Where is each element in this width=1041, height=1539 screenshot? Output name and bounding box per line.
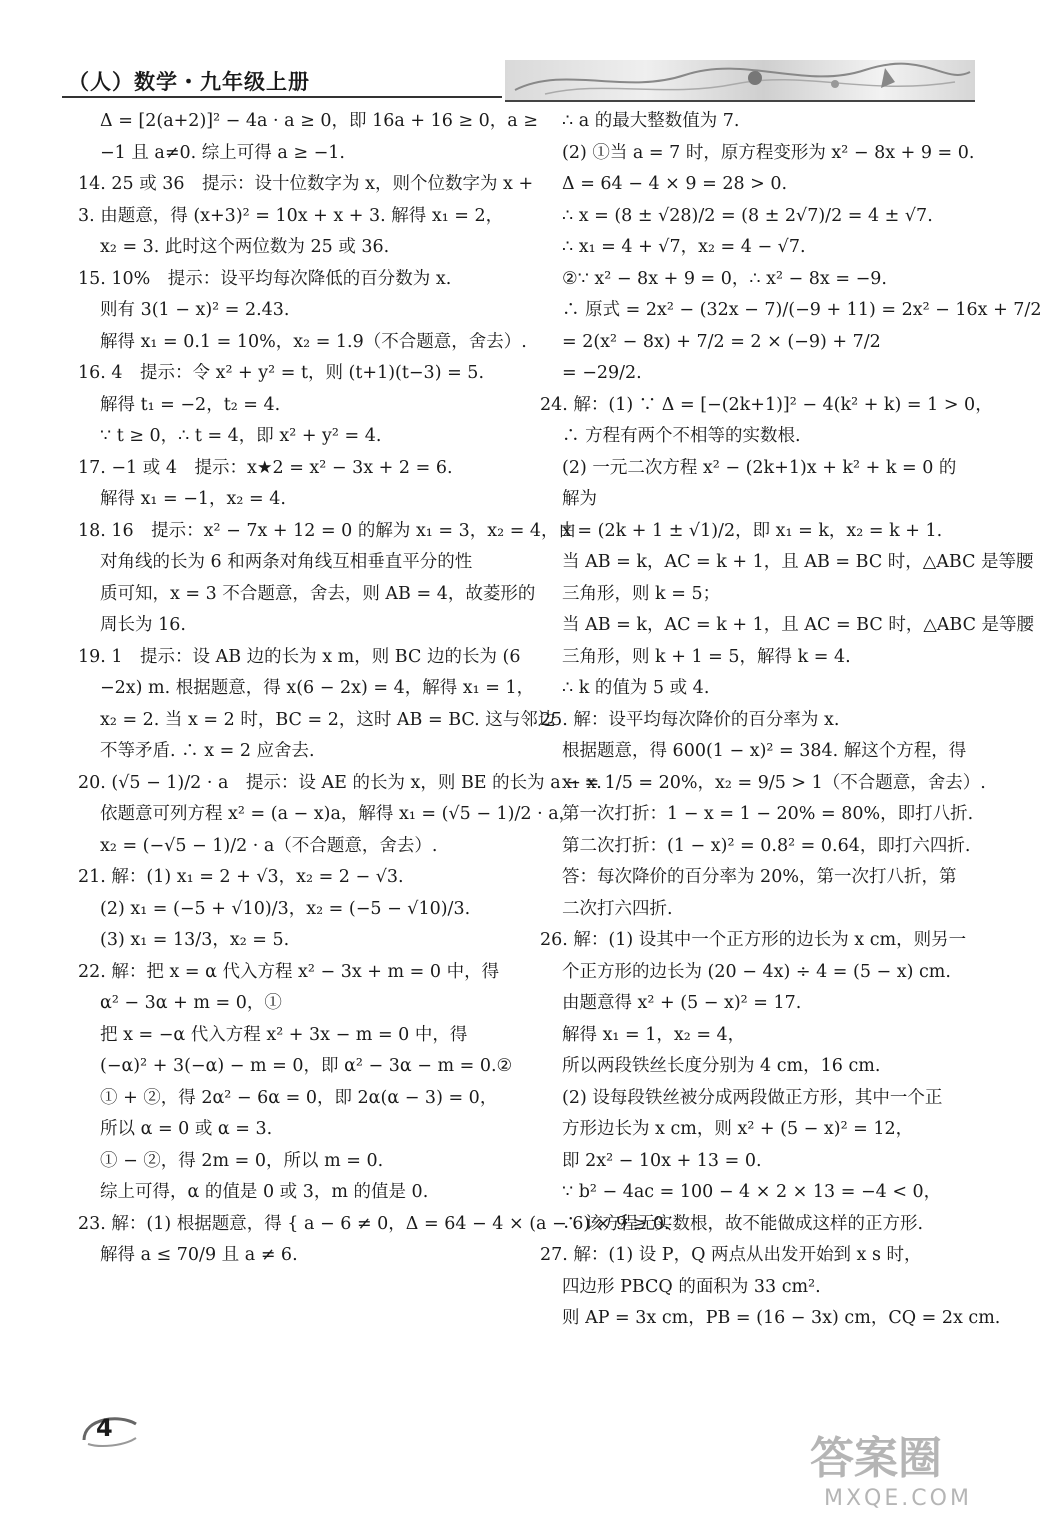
text-line: ∴ x = (8 ± √28)/2 = (8 ± 2√7)/2 = 4 ± √7.: [562, 205, 933, 226]
banner-decoration-icon: [505, 60, 975, 100]
text-line: = 2(x² − 8x) + 7/2 = 2 × (−9) + 7/2: [562, 331, 881, 352]
text-line: ∴ 方程有两个不相等的实数根.: [562, 426, 801, 446]
text-line: ∴ a 的最大整数值为 7.: [562, 111, 740, 131]
text-line: 则 AP = 3x cm，PB = (16 − 3x) cm，CQ = 2x cm.: [562, 1308, 1001, 1328]
text-line: (3) x₁ = 13/3，x₂ = 5.: [100, 930, 290, 950]
text-line: (2) 设每段铁丝被分成两段做正方形，其中一个正: [562, 1087, 943, 1108]
text-line: 三角形，则 k + 1 = 5，解得 k = 4.: [562, 646, 851, 667]
text-line: (2) 一元二次方程 x² − (2k+1)x + k² + k = 0 的: [562, 457, 957, 478]
text-line: 19. 1 提示：设 AB 边的长为 x m，则 BC 边的长为 (6: [78, 646, 521, 667]
text-line: ②∵ x² − 8x + 9 = 0，∴ x² − 8x = −9.: [562, 268, 887, 289]
text-line: 把 x = −α 代入方程 x² + 3x − m = 0 中，得: [100, 1024, 468, 1045]
text-line: 26. 解：(1) 设其中一个正方形的边长为 x cm，则另一: [540, 930, 967, 950]
text-line: ∴ 该方程无实数根，故不能做成这样的正方形.: [562, 1213, 924, 1234]
text-line: ∴ 原式 = 2x² − (32x − 7)/(−9 + 11) = 2x² − 16x + 7/2: [562, 300, 1041, 320]
text-line: 对角线的长为 6 和两条对角线互相垂直平分的性: [100, 552, 473, 572]
text-line: x = (2k + 1 ± √1)/2，即 x₁ = k，x₂ = k + 1.: [562, 520, 943, 541]
text-line: 当 AB = k，AC = k + 1，且 AB = BC 时，△ABC 是等腰: [562, 552, 1034, 572]
text-line: Δ = 64 − 4 × 9 = 28 > 0.: [562, 174, 788, 194]
text-line: −2x) m. 根据题意，得 x(6 − 2x) = 4，解得 x₁ = 1，: [100, 678, 535, 698]
page-header: [62, 62, 502, 98]
text-line: α² − 3α + m = 0，①: [100, 993, 282, 1013]
text-line: ∴ x₁ = 4 + √7，x₂ = 4 − √7.: [562, 237, 806, 257]
watermark-text: 答案圈: [810, 1433, 942, 1484]
text-line: 25. 解：设平均每次降价的百分率为 x.: [540, 709, 840, 730]
text-line: 23. 解：(1) 根据题意，得 { a − 6 ≠ 0，Δ = 64 − 4 × (a − 6) × 9 ≥ 0.: [78, 1213, 670, 1234]
text-line: 四边形 PBCQ 的面积为 33 cm².: [562, 1276, 821, 1297]
text-line: 22. 解：把 x = α 代入方程 x² − 3x + m = 0 中，得: [78, 961, 500, 982]
text-line: ∵ b² − 4ac = 100 − 4 × 2 × 13 = −4 < 0，: [562, 1182, 942, 1202]
text-line: 不等矛盾. ∴ x = 2 应舍去.: [100, 741, 315, 761]
text-line: x₂ = (−√5 − 1)/2 · a（不合题意，舍去）.: [100, 835, 438, 856]
text-line: 二次打六四折.: [562, 898, 673, 919]
text-line: x₁ = 1/5 = 20%，x₂ = 9/5 > 1（不合题意，舍去）.: [562, 772, 986, 793]
text-line: (−α)² + 3(−α) − m = 0，即 α² − 3α − m = 0.②: [100, 1056, 513, 1076]
text-line: ① − ②，得 2m = 0，所以 m = 0.: [100, 1150, 384, 1171]
text-line: 18. 16 提示：x² − 7x + 12 = 0 的解为 x₁ = 3，x₂ = 4，由: [78, 520, 577, 541]
header-banner: [505, 60, 975, 102]
text-line: 24. 解：(1) ∵ Δ = [−(2k+1)]² − 4(k² + k) = 1 > 0，: [540, 394, 993, 415]
text-line: (2) x₁ = (−5 + √10)/3，x₂ = (−5 − √10)/3.: [100, 898, 471, 919]
text-line: 第一次打折：1 − x = 1 − 20% = 80%，即打八折.: [562, 804, 974, 824]
text-line: 解得 t₁ = −2，t₂ = 4.: [100, 394, 281, 415]
text-line: ① + ②，得 2α² − 6α = 0，即 2α(α − 3) = 0，: [100, 1087, 498, 1108]
text-line: 质可知，x = 3 不合题意，舍去，则 AB = 4，故菱形的: [100, 583, 536, 604]
text-line: 27. 解：(1) 设 P，Q 两点从出发开始到 x s 时，: [540, 1245, 922, 1265]
text-line: 由题意得 x² + (5 − x)² = 17.: [562, 993, 802, 1013]
text-line: 解为: [562, 489, 597, 509]
text-line: 个正方形的边长为 (20 − 4x) ÷ 4 = (5 − x) cm.: [562, 961, 951, 982]
text-line: 解得 a ≤ 70/9 且 a ≠ 6.: [100, 1245, 298, 1265]
page-number: 4: [96, 1414, 113, 1442]
text-line: 解得 x₁ = 0.1 = 10%，x₂ = 1.9（不合题意，舍去）.: [100, 331, 527, 352]
text-line: 20. (√5 − 1)/2 · a 提示：设 AE 的长为 x，则 BE 的长为 a − x.: [78, 772, 602, 793]
text-line: ∵ t ≥ 0，∴ t = 4，即 x² + y² = 4.: [100, 426, 382, 446]
text-line: 方形边长为 x cm，则 x² + (5 − x)² = 12，: [562, 1119, 914, 1139]
text-line: x₂ = 2. 当 x = 2 时，BC = 2，这时 AB = BC. 这与邻边: [100, 709, 556, 730]
text-line: 答：每次降价的百分率为 20%，第一次打八折，第: [562, 867, 957, 887]
watermark-url: MXQE.COM: [824, 1486, 972, 1511]
text-line: 17. −1 或 4 提示：x★2 = x² − 3x + 2 = 6.: [78, 457, 453, 478]
watermark: [800, 1420, 990, 1530]
text-line: 第二次打折：(1 − x)² = 0.8² = 0.64，即打六四折.: [562, 835, 971, 856]
text-line: 周长为 16.: [100, 615, 186, 635]
text-line: 三角形，则 k = 5；: [562, 583, 721, 604]
page-footer: [80, 1410, 140, 1450]
text-line: 当 AB = k，AC = k + 1，且 AC = BC 时，△ABC 是等腰: [562, 615, 1035, 635]
text-line: Δ = [2(a+2)]² − 4a · a ≥ 0，即 16a + 16 ≥ 0，a ≥: [100, 111, 538, 131]
text-line: = −29/2.: [562, 363, 642, 383]
text-line: 根据题意，得 600(1 − x)² = 384. 解这个方程，得: [562, 741, 967, 761]
text-line: 3. 由题意，得 (x+3)² = 10x + x + 3. 解得 x₁ = 2，: [78, 205, 504, 226]
header-title: （人）数学・九年级上册: [68, 69, 310, 94]
text-line: 则有 3(1 − x)² = 2.43.: [100, 300, 290, 320]
text-line: 16. 4 提示：令 x² + y² = t，则 (t+1)(t−3) = 5.: [78, 363, 485, 383]
text-line: 解得 x₁ = −1，x₂ = 4.: [100, 489, 286, 509]
text-line: 21. 解：(1) x₁ = 2 + √3，x₂ = 2 − √3.: [78, 867, 404, 887]
text-line: x₂ = 3. 此时这个两位数为 25 或 36.: [100, 237, 390, 257]
text-line: ∴ k 的值为 5 或 4.: [562, 678, 710, 698]
text-line: 14. 25 或 36 提示：设十位数字为 x，则个位数字为 x +: [78, 174, 534, 194]
text-line: 依题意可列方程 x² = (a − x)a，解得 x₁ = (√5 − 1)/2 · a，: [100, 804, 577, 824]
text-line: 15. 10% 提示：设平均每次降低的百分数为 x.: [78, 268, 452, 289]
text-line: 所以 α = 0 或 α = 3.: [100, 1119, 273, 1139]
text-line: 所以两段铁丝长度分别为 4 cm，16 cm.: [562, 1056, 881, 1076]
text-line: 综上可得，α 的值是 0 或 3，m 的值是 0.: [100, 1182, 429, 1202]
text-line: (2) ①当 a = 7 时，原方程变形为 x² − 8x + 9 = 0.: [562, 142, 975, 163]
text-line: 解得 x₁ = 1，x₂ = 4，: [562, 1024, 746, 1045]
text-line: 即 2x² − 10x + 13 = 0.: [562, 1150, 762, 1171]
text-line: −1 且 a≠0. 综上可得 a ≥ −1.: [100, 142, 345, 163]
right-column: [540, 106, 1041, 1335]
